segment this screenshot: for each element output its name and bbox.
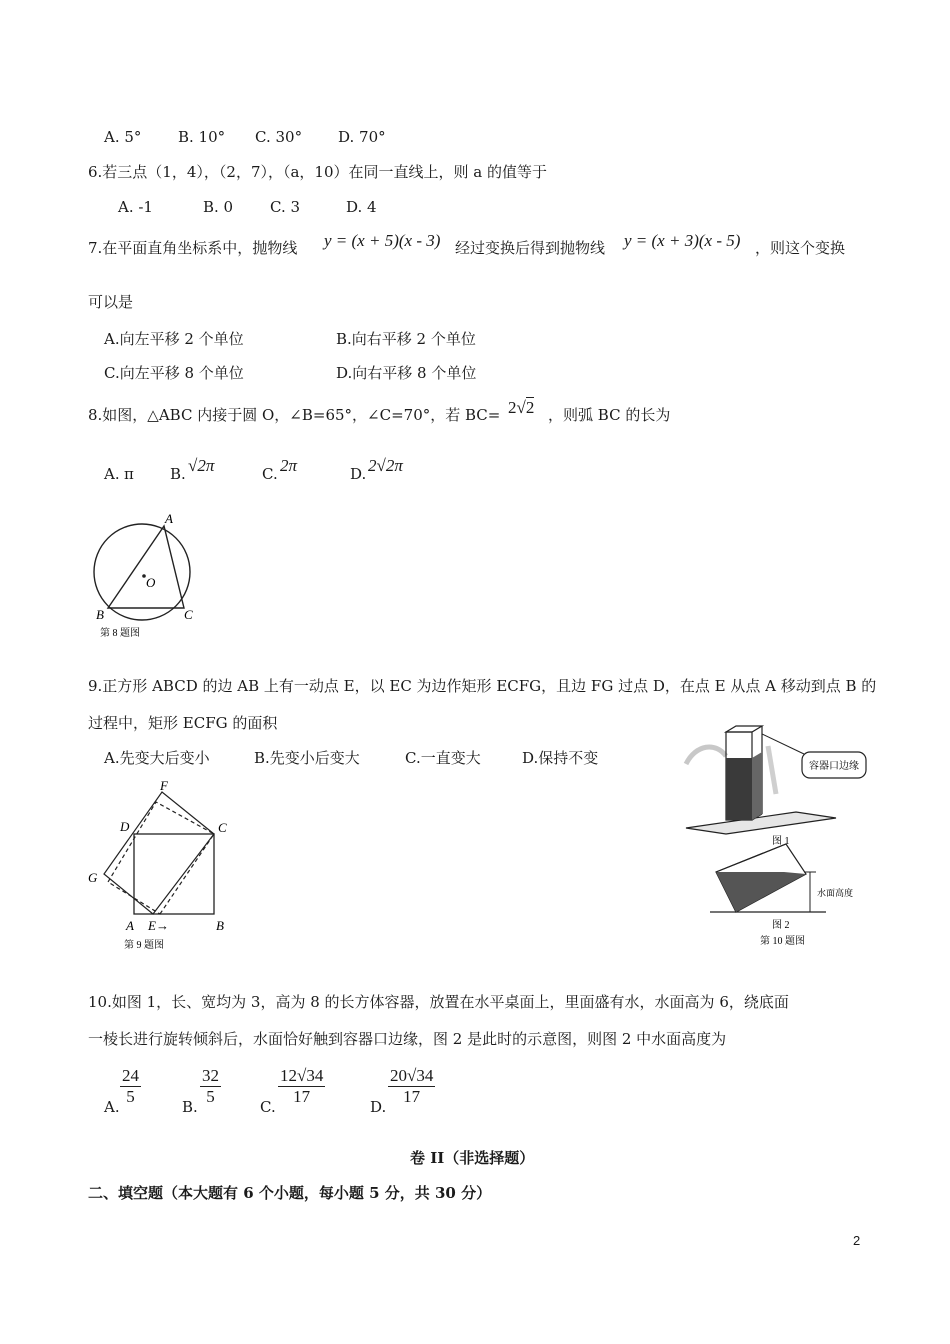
q7-option-c: C.向左平移 8 个单位 — [104, 364, 244, 382]
q5-option-a: A. 5° — [104, 128, 142, 146]
q9-stem-b: 过程中，矩形 ECFG 的面积 — [88, 714, 278, 732]
q7-stem-a: 7.在平面直角坐标系中，抛物线 — [88, 239, 298, 257]
q9-figure-square-rectangle — [84, 778, 244, 953]
q10-option-c-fraction — [278, 1066, 325, 1107]
q6-option-b: B. 0 — [203, 198, 234, 216]
q7-stem-d: 可以是 — [88, 293, 134, 311]
q7-stem-c: ，则这个变换 — [755, 239, 846, 257]
q5-option-d: D. 70° — [338, 128, 386, 146]
q8-option-d-label: D. — [350, 465, 367, 483]
q8-bc-value — [508, 398, 534, 418]
q7-stem-b: 经过变换后得到抛物线 — [455, 239, 606, 257]
q10-water-height-label: 水面高度 — [817, 888, 854, 898]
label-c: C — [218, 820, 227, 835]
q10-option-d-fraction — [388, 1066, 435, 1107]
q7-option-a: A.向左平移 2 个单位 — [104, 330, 244, 348]
q8-figure-circle-triangle — [86, 510, 206, 640]
q10-stem-a: 10.如图 1，长、宽均为 3，高为 8 的长方体容器，放置在水平桌面上，里面盛有水，水面高为 6，绕底面 — [88, 993, 789, 1011]
radical-sign: √ — [516, 398, 526, 417]
q9-stem-a: 9.正方形 ABCD 的边 AB 上有一动点 E，以 EC 为边作矩形 ECFG，且边 FG 过点 D，在点 E 从点 A 移动到点 B 的 — [88, 677, 877, 695]
label-b: B — [96, 607, 104, 622]
fraction-numerator: 32 — [202, 1066, 219, 1085]
q8-option-a-value: π — [124, 465, 134, 483]
q9-option-a: A.先变大后变小 — [104, 749, 210, 767]
label-a: A — [126, 918, 134, 933]
q10-option-c-label: C. — [260, 1098, 276, 1116]
q5-option-b: B. 10° — [178, 128, 226, 146]
q6-option-a: A. -1 — [118, 198, 153, 216]
label-e-arrow: E→ — [148, 918, 169, 933]
fraction-numerator: 12√34 — [280, 1066, 324, 1085]
q8-option-b-label: B. — [170, 465, 186, 483]
q7-equation-1: y = (x + 5)(x - 3) — [324, 231, 441, 250]
q7-option-d: D.向右平移 8 个单位 — [336, 364, 477, 382]
q10-figure-caption: 第 10 题图 — [760, 936, 805, 947]
q8-figure-caption: 第 8 题图 — [100, 628, 140, 639]
fraction-denominator: 17 — [293, 1087, 311, 1106]
q8-stem-b: ，则弧 BC 的长为 — [548, 406, 671, 424]
q10-stem-b: 一棱长进行旋转倾斜后，水面恰好触到容器口边缘，图 2 是此时的示意图，则图 2 中水面高度为 — [88, 1030, 727, 1048]
q10-fig2-label: 图 2 — [772, 920, 790, 931]
fraction-numerator: 24 — [122, 1066, 139, 1085]
q10-figure-container — [676, 724, 872, 952]
q9-figure-caption: 第 9 题图 — [124, 940, 164, 951]
q8-option-d-value: 2√2π — [368, 456, 403, 475]
label-o: O — [146, 575, 156, 590]
q8-option-a-label: A. — [104, 465, 120, 483]
q9-option-b: B.先变小后变大 — [254, 749, 360, 767]
q9-option-d: D.保持不变 — [522, 749, 599, 767]
q7-equation-2: y = (x + 3)(x - 5) — [624, 231, 741, 250]
q8-stem-a: 8.如图，△ABC 内接于圆 O，∠B=65°，∠C=70°，若 BC= — [88, 406, 501, 424]
q10-option-a-label: A. — [104, 1098, 120, 1116]
q10-fig1-label: 图 1 — [772, 836, 790, 847]
label-c: C — [184, 607, 193, 622]
q10-option-d-label: D. — [370, 1098, 387, 1116]
q9-option-c: C.一直变大 — [405, 749, 481, 767]
q6-option-d: D. 4 — [346, 198, 377, 216]
fraction-denominator: 5 — [206, 1087, 215, 1106]
q8-option-c-label: C. — [262, 465, 278, 483]
q10-callout-text: 容器口边缘 — [809, 761, 859, 772]
fraction-denominator: 5 — [126, 1087, 135, 1106]
q6-stem: 6.若三点（1，4），（2，7），（a，10）在同一直线上，则 a 的值等于 — [88, 163, 547, 181]
label-g: G — [88, 870, 98, 885]
q7-option-b: B.向右平移 2 个单位 — [336, 330, 476, 348]
label-f: F — [160, 778, 168, 793]
page-number: 2 — [853, 1233, 861, 1248]
fraction-denominator: 17 — [403, 1087, 421, 1106]
section-two-heading: 二、填空题（本大题有 6 个小题，每小题 5 分，共 30 分） — [88, 1184, 492, 1202]
q5-option-c: C. 30° — [255, 128, 303, 146]
fraction-numerator: 20√34 — [390, 1066, 434, 1085]
q8-bc-coef: 2 — [508, 398, 517, 417]
q8-bc-radicand: 2 — [525, 398, 535, 417]
q6-option-c: C. 3 — [270, 198, 301, 216]
q10-option-a-fraction — [120, 1066, 141, 1107]
label-b: B — [216, 918, 224, 933]
label-a: A — [165, 511, 173, 526]
label-d: D — [120, 819, 130, 834]
q8-option-c-value: 2π — [280, 456, 298, 475]
q10-option-b-fraction — [200, 1066, 221, 1107]
q10-option-b-label: B. — [182, 1098, 198, 1116]
volume-two-title: 卷 II（非选择题） — [410, 1149, 535, 1167]
q8-option-b-value: √2π — [188, 456, 215, 475]
